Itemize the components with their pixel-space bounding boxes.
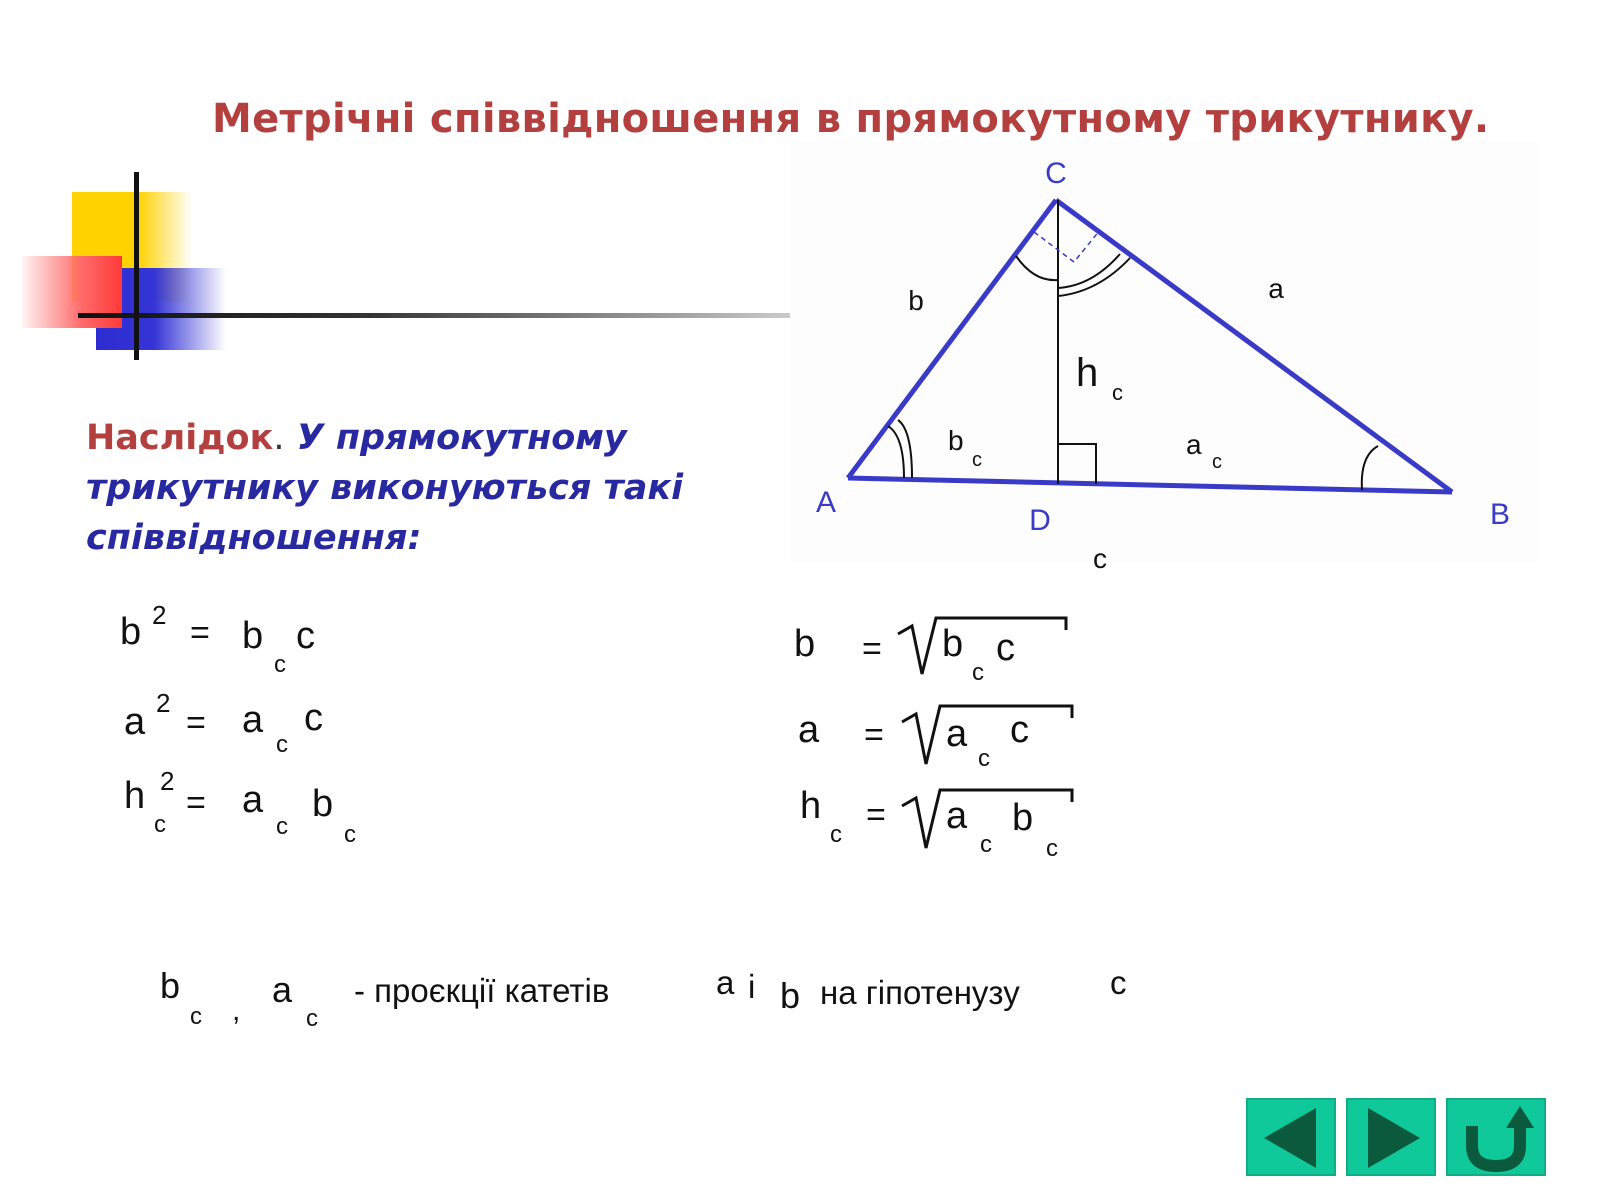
formula-a-squared (124, 688, 323, 758)
formula-lhs: h (800, 785, 822, 827)
prev-arrow-icon (1248, 1100, 1336, 1176)
note-var: a (716, 964, 735, 1001)
formula-lhs: h (124, 775, 146, 817)
height-label-sub: c (1112, 380, 1123, 405)
projection-b-label: b (948, 425, 964, 456)
angle-arc-c-right-2 (1058, 254, 1120, 288)
corollary-lead: Наслідок (86, 418, 274, 458)
formula-term-sub: c (1046, 835, 1058, 862)
formula-term: a (242, 779, 264, 821)
formula-a-root (798, 706, 1072, 772)
formula-lhs-sup: 2 (152, 600, 167, 630)
vertex-label-b: B (1489, 498, 1511, 531)
formula-term: c (996, 627, 1015, 669)
side-a-line (1056, 200, 1452, 492)
formula-eq: = (186, 704, 206, 742)
note-var-sub: c (190, 1003, 202, 1030)
projection-a-label: a (1186, 429, 1202, 460)
formula-term-sub: c (972, 659, 984, 686)
projection-note (160, 964, 1127, 1032)
height-label: h (1076, 351, 1099, 395)
formula-term: a (946, 713, 968, 755)
note-var: c (1110, 964, 1127, 1001)
note-text: на гіпотенузу (820, 974, 1020, 1011)
formulas-left (120, 600, 356, 848)
formula-eq: = (190, 614, 210, 652)
vertex-label-a: A (815, 486, 837, 519)
side-label-b: b (908, 285, 924, 316)
side-label-a: a (1268, 273, 1284, 304)
return-button[interactable] (1446, 1098, 1546, 1176)
triangle-diagram (816, 157, 1510, 574)
formula-term: c (296, 615, 315, 657)
formula-h-squared (124, 766, 356, 848)
angle-arc-c-left (1016, 256, 1058, 280)
next-slide-button[interactable] (1346, 1098, 1436, 1176)
formula-eq: = (866, 796, 886, 834)
note-var: a (272, 969, 293, 1010)
angle-arc-a-2 (898, 420, 912, 478)
note-comma: , (232, 994, 241, 1027)
note-text: - проєкції катетів (354, 972, 610, 1009)
formula-term-sub: c (274, 651, 286, 678)
right-angle-mark-d (1058, 444, 1096, 484)
formula-lhs-sup: 2 (156, 688, 171, 718)
formula-lhs-sup: 2 (160, 766, 175, 796)
formula-lhs: a (798, 709, 820, 751)
formula-b-root (794, 618, 1066, 686)
formula-term-sub: c (276, 731, 288, 758)
angle-arc-a-1 (888, 426, 904, 478)
formula-lhs-sub: c (830, 821, 842, 848)
formula-term: a (946, 795, 968, 837)
corollary-text: У прямокутному трикутнику виконуються такі співвідношення: (86, 418, 684, 558)
formula-eq: = (864, 716, 884, 754)
formula-term-sub: c (344, 821, 356, 848)
projection-a-label-sub: c (1212, 451, 1222, 473)
formula-b-squared (120, 600, 315, 678)
formula-lhs: a (124, 701, 146, 743)
note-text: і (748, 968, 756, 1005)
formula-term: c (304, 697, 323, 739)
formula-term: a (242, 699, 264, 741)
formula-lhs-sub: c (154, 811, 166, 838)
slide-title: Метрічні співвідношення в прямокутному трикутнику. (212, 96, 1490, 142)
formula-term: b (242, 615, 264, 657)
corollary-paragraph (86, 413, 766, 563)
note-var: b (160, 965, 181, 1006)
formula-lhs: b (120, 611, 142, 653)
prev-slide-button[interactable] (1246, 1098, 1336, 1176)
angle-arc-b (1362, 446, 1378, 490)
corollary-dot: . (273, 418, 285, 458)
return-arrow-icon (1448, 1100, 1546, 1176)
formula-term: b (1012, 797, 1034, 839)
formulas-right (794, 618, 1072, 862)
formula-h-root (800, 785, 1072, 862)
formula-eq: = (186, 784, 206, 822)
formula-term: b (312, 783, 334, 825)
formula-term-sub: c (980, 831, 992, 858)
formula-lhs: b (794, 623, 816, 665)
projection-b-label-sub: c (972, 449, 982, 471)
formula-term-sub: c (276, 813, 288, 840)
note-var-sub: c (306, 1005, 318, 1032)
side-label-c: c (1093, 543, 1107, 574)
formula-term: c (1010, 709, 1029, 751)
formula-term-sub: c (978, 745, 990, 772)
formula-eq: = (862, 630, 882, 668)
vertex-label-d: D (1029, 504, 1051, 537)
next-arrow-icon (1348, 1100, 1436, 1176)
vertex-label-c: C (1045, 157, 1067, 190)
formula-term: b (942, 623, 964, 665)
right-angle-mark-c (1034, 230, 1100, 262)
note-var: b (780, 975, 801, 1016)
